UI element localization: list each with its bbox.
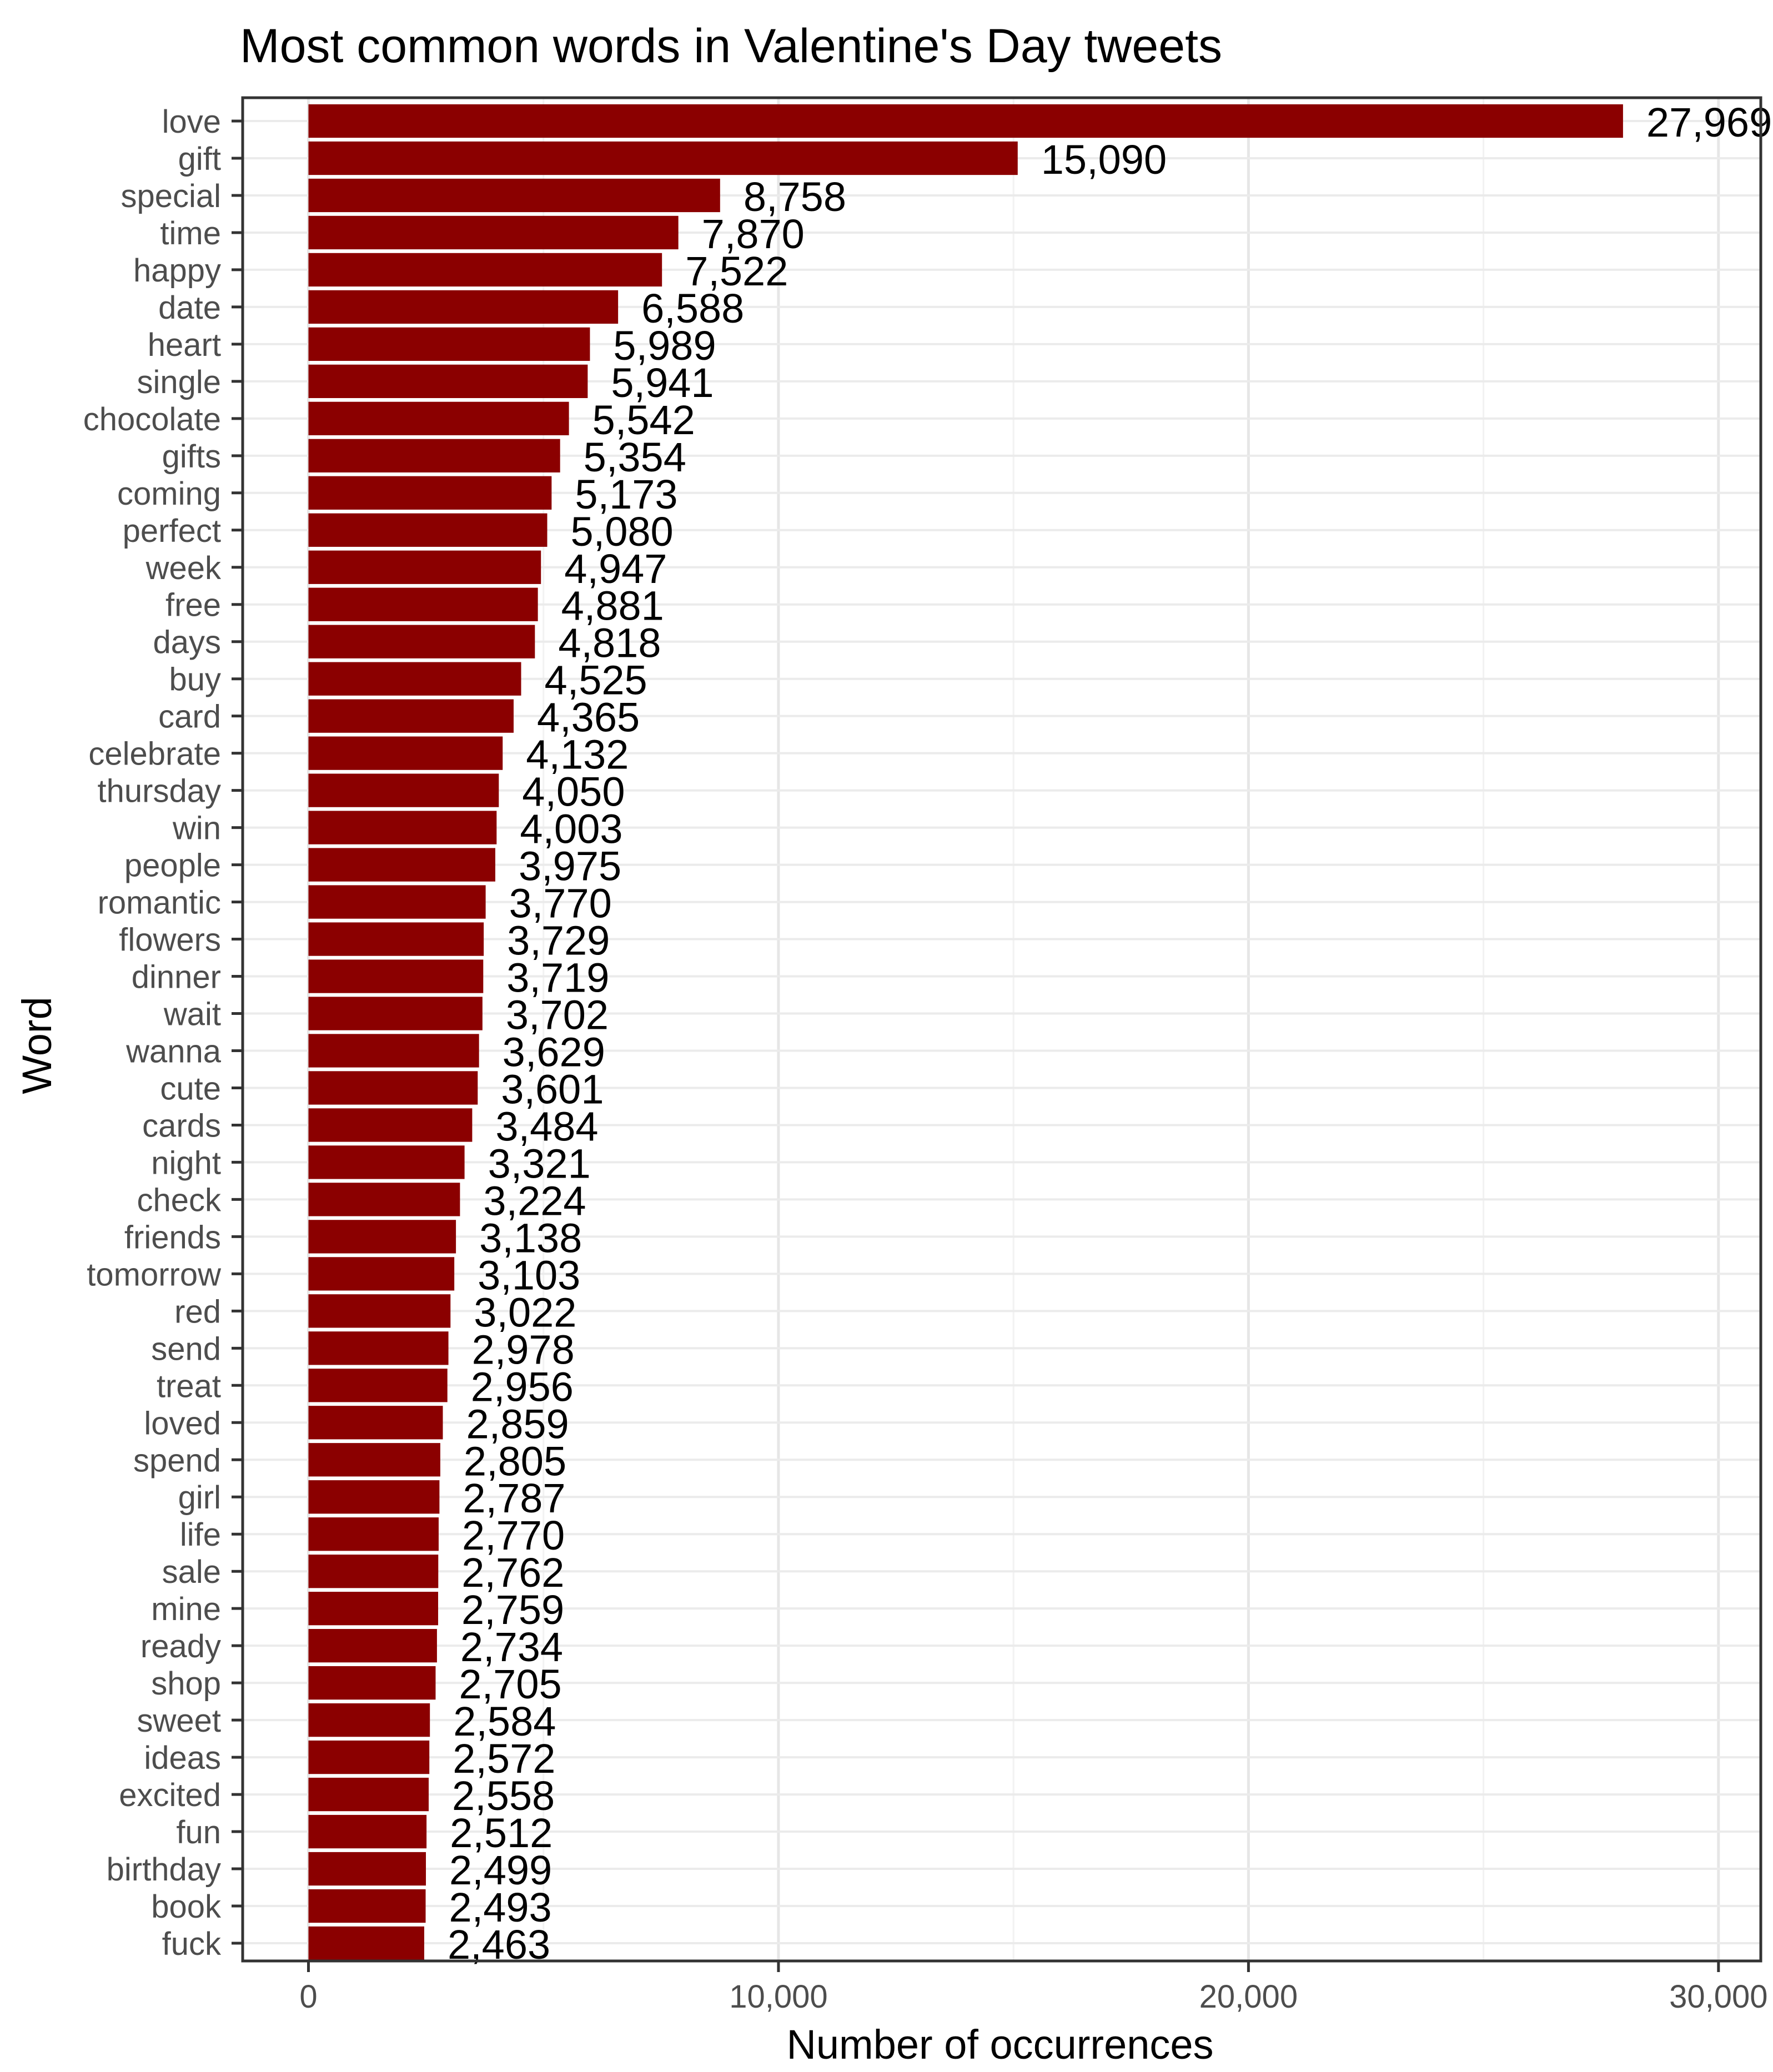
bar-wanna — [309, 1034, 479, 1067]
value-label-days: 4,818 — [558, 620, 661, 666]
value-label-dinner: 3,719 — [506, 954, 610, 1001]
value-label-fun: 2,512 — [450, 1810, 553, 1857]
bar-win — [309, 811, 497, 844]
bar-life — [309, 1517, 439, 1551]
x-tick-label: 30,000 — [1669, 1979, 1768, 2015]
y-tick-label-wanna: wanna — [126, 1033, 221, 1070]
value-label-card: 4,365 — [536, 694, 640, 741]
y-tick-label-send: send — [151, 1331, 221, 1367]
y-tick-label-loved: loved — [144, 1405, 221, 1442]
y-tick-label-win: win — [172, 810, 221, 847]
y-tick-label-cute: cute — [160, 1070, 221, 1107]
x-tick-label: 0 — [299, 1979, 318, 2015]
bar-people — [309, 848, 495, 881]
value-label-life: 2,770 — [461, 1512, 565, 1559]
value-label-fuck: 2,463 — [447, 1922, 551, 1968]
bar-flowers — [309, 922, 484, 955]
y-tick-label-people: people — [124, 847, 221, 884]
value-label-spend: 2,805 — [463, 1438, 567, 1485]
bar-girl — [309, 1480, 440, 1513]
bar-card — [309, 700, 514, 733]
y-tick-label-free: free — [165, 587, 221, 623]
bar-gift — [309, 142, 1018, 175]
value-label-flowers: 3,729 — [507, 917, 610, 964]
y-tick-label-special: special — [120, 178, 221, 214]
y-tick-label-week: week — [145, 550, 221, 586]
bar-love — [309, 104, 1623, 138]
value-label-time: 7,870 — [701, 210, 805, 257]
y-tick-label-chocolate: chocolate — [83, 401, 221, 437]
y-tick-label-spend: spend — [133, 1442, 221, 1479]
x-tick-label: 10,000 — [729, 1979, 828, 2015]
bar-sale — [309, 1555, 439, 1588]
y-tick-label-single: single — [137, 364, 221, 400]
y-tick-label-mine: mine — [151, 1591, 221, 1628]
value-label-buy: 4,525 — [544, 657, 647, 703]
value-label-gifts: 5,354 — [583, 434, 686, 480]
bar-week — [309, 551, 541, 584]
y-tick-label-shop: shop — [151, 1666, 221, 1702]
y-tick-label-ideas: ideas — [144, 1740, 221, 1777]
bar-romantic — [309, 885, 486, 918]
bar-friends — [309, 1220, 456, 1253]
value-label-celebrate: 4,132 — [526, 731, 629, 778]
y-tick-label-fun: fun — [176, 1814, 221, 1851]
value-label-sweet: 2,584 — [453, 1698, 556, 1745]
y-tick-label-sweet: sweet — [137, 1703, 221, 1739]
value-label-ready: 2,734 — [460, 1624, 564, 1671]
value-label-cute: 3,601 — [501, 1066, 604, 1113]
value-label-wanna: 3,629 — [502, 1029, 605, 1075]
y-tick-label-gifts: gifts — [162, 438, 221, 475]
bar-book — [309, 1889, 426, 1923]
value-label-coming: 5,173 — [575, 471, 678, 517]
bar-tomorrow — [309, 1257, 455, 1290]
value-label-red: 3,022 — [474, 1289, 577, 1336]
bar-special — [309, 179, 720, 212]
value-label-friends: 3,138 — [479, 1215, 582, 1261]
y-tick-label-check: check — [137, 1182, 221, 1219]
bar-cute — [309, 1071, 478, 1104]
bar-wait — [309, 997, 483, 1030]
x-tick-label: 20,000 — [1199, 1979, 1298, 2015]
bar-mine — [309, 1592, 439, 1625]
value-label-mine: 2,759 — [461, 1587, 565, 1633]
value-label-girl: 2,787 — [463, 1475, 566, 1522]
bar-chocolate — [309, 402, 569, 435]
y-tick-label-perfect: perfect — [122, 512, 221, 549]
y-tick-label-wait: wait — [163, 996, 221, 1033]
value-label-shop: 2,705 — [459, 1661, 562, 1708]
value-label-cards: 3,484 — [495, 1103, 599, 1150]
y-tick-label-red: red — [174, 1294, 221, 1330]
bar-cards — [309, 1108, 473, 1141]
y-tick-label-cards: cards — [142, 1108, 221, 1144]
y-tick-label-love: love — [162, 104, 221, 140]
bar-birthday — [309, 1852, 426, 1885]
y-tick-label-card: card — [158, 698, 221, 735]
bar-happy — [309, 253, 662, 286]
value-label-people: 3,975 — [518, 843, 622, 889]
value-label-chocolate: 5,542 — [592, 396, 695, 443]
value-label-week: 4,947 — [564, 545, 667, 592]
bar-excited — [309, 1778, 429, 1811]
value-label-book: 2,493 — [449, 1884, 552, 1931]
y-tick-label-book: book — [151, 1889, 221, 1925]
y-tick-label-celebrate: celebrate — [88, 736, 221, 772]
bar-time — [309, 216, 679, 249]
bar-sweet — [309, 1703, 430, 1737]
value-label-send: 2,978 — [471, 1326, 575, 1373]
value-label-happy: 7,522 — [685, 248, 788, 294]
y-tick-label-fuck: fuck — [162, 1926, 221, 1962]
y-tick-label-sale: sale — [162, 1554, 221, 1591]
bar-dinner — [309, 959, 484, 993]
bar-fun — [309, 1815, 427, 1848]
value-label-single: 5,941 — [611, 359, 714, 406]
y-tick-label-birthday: birthday — [106, 1852, 221, 1888]
y-tick-label-tomorrow: tomorrow — [87, 1256, 221, 1293]
y-tick-label-girl: girl — [178, 1480, 221, 1516]
value-label-perfect: 5,080 — [570, 508, 674, 555]
value-label-loved: 2,859 — [466, 1401, 569, 1447]
bar-red — [309, 1294, 451, 1327]
bar-night — [309, 1145, 465, 1179]
bar-fuck — [309, 1927, 424, 1960]
value-label-ideas: 2,572 — [453, 1736, 556, 1782]
value-label-wait: 3,702 — [505, 992, 609, 1038]
bar-single — [309, 365, 588, 398]
bar-check — [309, 1183, 460, 1216]
y-tick-label-dinner: dinner — [131, 959, 221, 995]
value-label-check: 3,224 — [483, 1178, 586, 1224]
value-label-free: 4,881 — [561, 582, 664, 629]
bar-heart — [309, 328, 590, 361]
value-label-love: 27,969 — [1646, 99, 1772, 145]
value-label-gift: 15,090 — [1041, 136, 1167, 183]
y-tick-label-coming: coming — [117, 475, 221, 512]
y-tick-label-treat: treat — [156, 1368, 221, 1405]
value-label-date: 6,588 — [641, 285, 745, 331]
bar-coming — [309, 476, 552, 510]
y-tick-label-days: days — [153, 624, 221, 661]
value-label-birthday: 2,499 — [449, 1847, 553, 1894]
y-tick-label-happy: happy — [133, 252, 221, 289]
bar-thursday — [309, 773, 499, 807]
y-tick-label-friends: friends — [124, 1219, 221, 1256]
bar-ready — [309, 1629, 437, 1662]
bar-ideas — [309, 1741, 430, 1774]
value-label-night: 3,321 — [488, 1140, 591, 1187]
bar-send — [309, 1331, 449, 1365]
value-label-heart: 5,989 — [613, 322, 716, 369]
bar-spend — [309, 1443, 440, 1476]
y-tick-label-thursday: thursday — [97, 773, 221, 809]
bar-shop — [309, 1666, 436, 1699]
value-label-tomorrow: 3,103 — [478, 1252, 581, 1299]
y-axis-title: Word — [14, 997, 60, 1094]
bar-days — [309, 625, 535, 658]
bar-celebrate — [309, 737, 503, 770]
value-label-win: 4,003 — [520, 806, 623, 852]
value-label-thursday: 4,050 — [522, 768, 625, 815]
y-tick-label-romantic: romantic — [97, 884, 221, 921]
bar-perfect — [309, 514, 548, 547]
bar-buy — [309, 662, 521, 696]
y-tick-label-buy: buy — [169, 661, 221, 698]
y-tick-label-heart: heart — [147, 326, 221, 363]
y-tick-label-ready: ready — [140, 1628, 221, 1665]
value-label-excited: 2,558 — [452, 1773, 555, 1819]
chart-title: Most common words in Valentine's Day tweets — [240, 19, 1222, 73]
y-tick-label-life: life — [179, 1517, 221, 1553]
value-label-special: 8,758 — [743, 173, 847, 220]
value-label-treat: 2,956 — [470, 1364, 574, 1410]
value-label-sale: 2,762 — [461, 1550, 565, 1596]
y-tick-label-time: time — [160, 215, 221, 252]
bar-free — [309, 588, 538, 621]
bar-gifts — [309, 439, 560, 472]
bar-treat — [309, 1369, 448, 1402]
bar-loved — [309, 1406, 443, 1439]
value-label-romantic: 3,770 — [509, 880, 612, 927]
y-tick-label-date: date — [158, 289, 221, 326]
x-axis-title: Number of occurrences — [786, 2021, 1214, 2068]
y-tick-label-night: night — [151, 1145, 221, 1181]
y-tick-label-gift: gift — [178, 140, 221, 177]
y-tick-label-flowers: flowers — [119, 922, 221, 958]
y-tick-label-excited: excited — [119, 1777, 221, 1814]
bar-date — [309, 290, 619, 324]
